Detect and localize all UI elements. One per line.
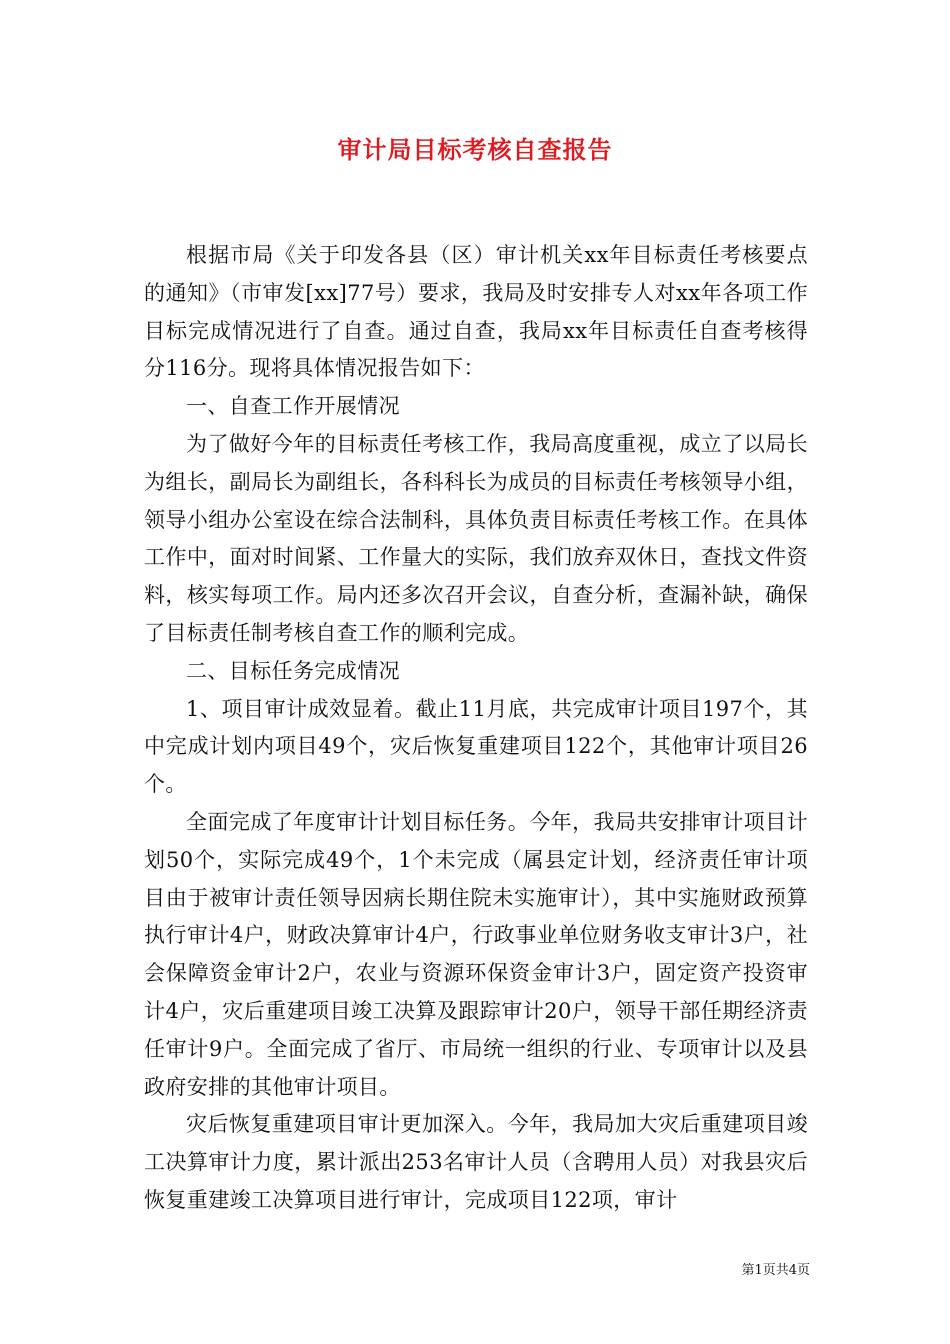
heading-self-check: 一、自查工作开展情况 <box>186 394 400 419</box>
paragraph-audit-results: 1、项目审计成效显着。截止11月底，共完成审计项目197个，其中完成计划内项目49个，灾后恢复重建项目122个，其他审计项目26个。 <box>144 696 808 797</box>
document-title: 审计局目标考核自查报告 <box>337 135 613 164</box>
paragraph-self-check: 为了做好今年的目标责任考核工作，我局高度重视，成立了以局长为组长，副局长为副组长，各科科长为成员的目标责任考核领导小组，领导小组办公室设在综合法制科，具体负责目标责任考核工作。在具体工作中，面对时间紧、工作量大的实际，我们放弃双休日，查找文件资料，核实每项工作。局内还多次召开会议，自查分析，查漏补缺，确保了目标责任制考核自查工作的顺利完成。 <box>144 431 808 645</box>
page-number: 第1页共4页 <box>741 1263 810 1278</box>
paragraph-intro: 根据市局《关于印发各县（区）审计机关xx年目标责任考核要点的通知》（市审发[xx]77号）要求，我局及时安排专人对xx年各项工作目标完成情况进行了自查。通过自查，我局xx年目标责任自查考核得分116分。现将具体情况报告如下： <box>144 243 808 381</box>
paragraph-reconstruction: 灾后恢复重建项目审计更加深入。今年，我局加大灾后重建项目竣工决算审计力度，累计派出253名审计人员（含聘用人员）对我县灾后恢复重建竣工决算项目进行审计，完成项目122项，审计 <box>144 1112 808 1212</box>
heading-task-completion: 二、目标任务完成情况 <box>186 658 400 683</box>
paragraph-annual-plan: 全面完成了年度审计计划目标任务。今年，我局共安排审计项目计划50个，实际完成49个，1个未完成（属县定计划，经济责任审计项目由于被审计责任领导因病长期住院未实施审计），其中实施财政预算执行审计4户，财政决算审计4户，行政事业单位财务收支审计3户，社会保障资金审计2户，农业与资源环保资金审计3户，固定资产投资审计4户，灾后重建项目竣工决算及跟踪审计20户，领导干部任期经济责任审计9户。全面完成了省厅、市局统一组织的行业、专项审计以及县政府安排的其他审计项目。 <box>144 809 808 1099</box>
document-body <box>144 237 808 1220</box>
